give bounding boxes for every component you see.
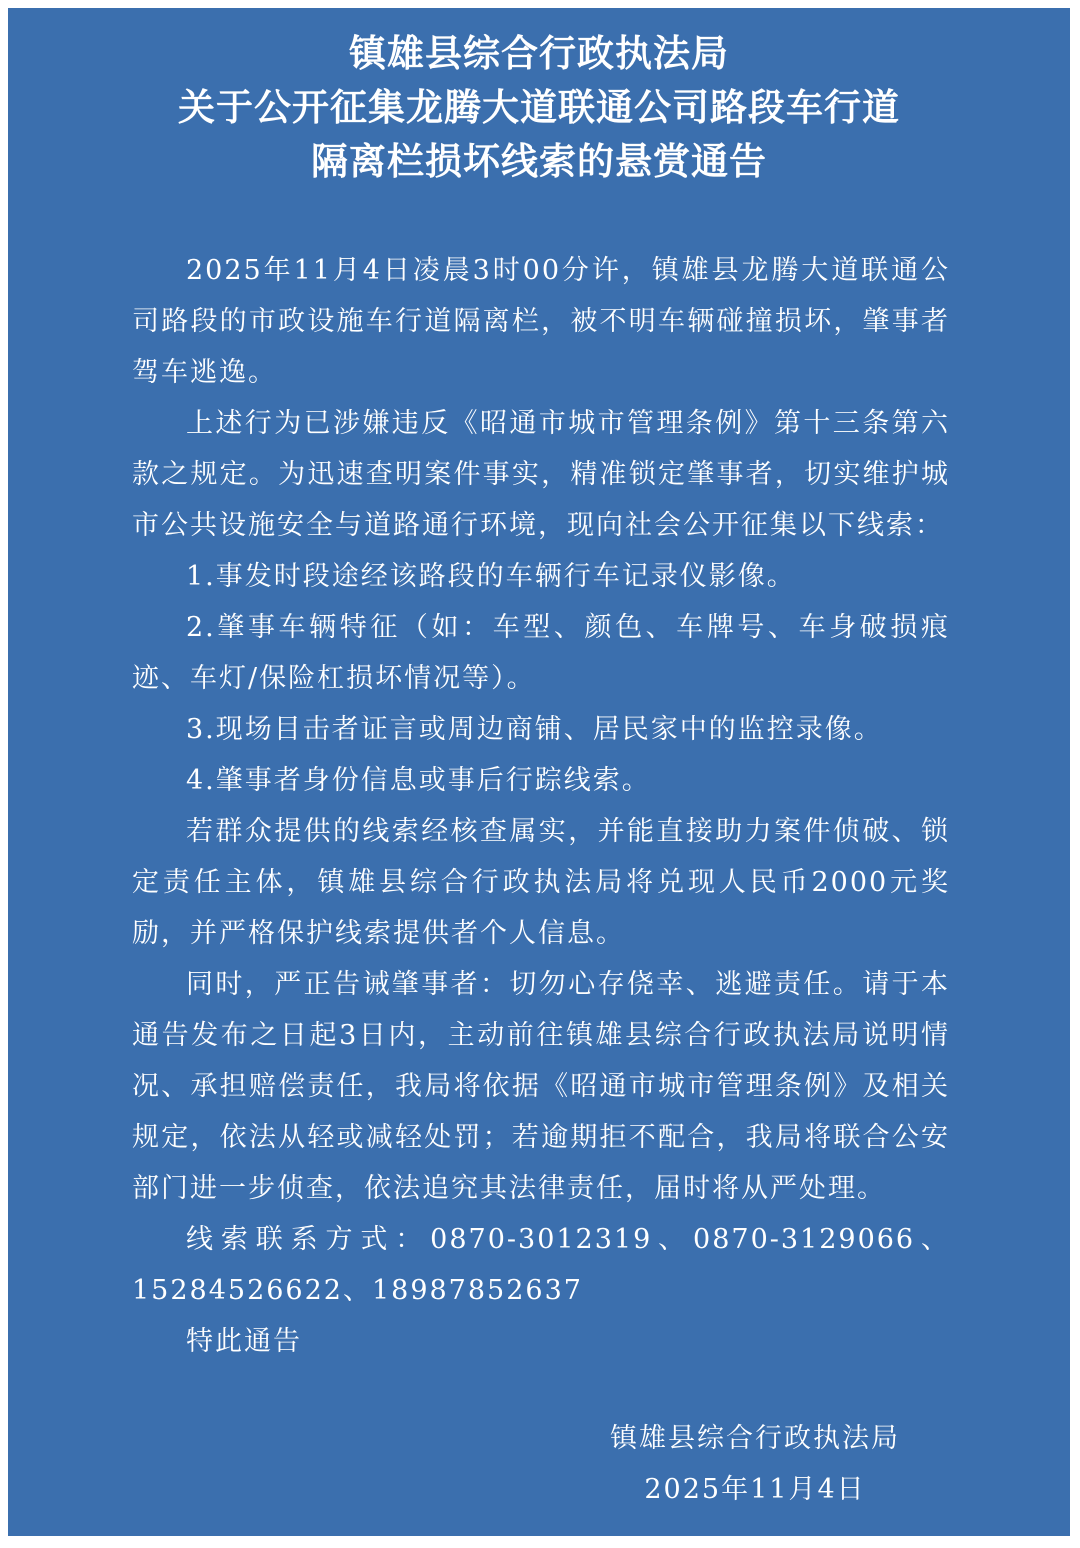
paragraph-violation: 上述行为已涉嫌违反《昭通市城市管理条例》第十三条第六款之规定。为迅速查明案件事实，精准锁定肇事者，切实维护城市公共设施安全与道路通行环境，现向社会公开征集以下线索： — [132, 408, 950, 541]
paragraph-incident: 2025年11月4日凌晨3时00分许，镇雄县龙腾大道联通公司路段的市政设施车行道隔离栏，被不明车辆碰撞损坏，肇事者驾车逃逸。 — [132, 255, 950, 388]
title-line-2: 关于公开征集龙腾大道联通公司路段车行道 — [178, 85, 900, 129]
paragraph-warning: 同时，严正告诫肇事者：切勿心存侥幸、逃避责任。请于本通告发布之日起3日内，主动前往镇雄县综合行政执法局说明情况、承担赔偿责任，我局将依据《昭通市城市管理条例》及相关规定，依法从轻或减轻处罚；若逾期拒不配合，我局将联合公安部门进一步侦查，依法追究其法律责任，届时将从严处理。 — [132, 969, 950, 1204]
title-line-1: 镇雄县综合行政执法局 — [349, 31, 729, 75]
signature-org: 镇雄县综合行政执法局 — [610, 1423, 900, 1454]
clue-item-2: 2.肇事车辆特征（如：车型、颜色、车牌号、车身破损痕迹、车灯/保险杠损坏情况等）。 — [132, 612, 950, 694]
notice-panel — [8, 8, 1070, 1536]
clue-item-3: 3.现场目击者证言或周边商铺、居民家中的监控录像。 — [186, 714, 883, 745]
closing-text: 特此通告 — [186, 1326, 302, 1357]
paragraph-reward: 若群众提供的线索经核查属实，并能直接助力案件侦破、锁定责任主体，镇雄县综合行政执法局将兑现人民币2000元奖励，并严格保护线索提供者个人信息。 — [132, 816, 950, 949]
signature-block — [610, 1413, 900, 1515]
title-line-3: 隔离栏损坏线索的悬赏通告 — [311, 139, 767, 183]
notice-title — [8, 26, 1070, 188]
notice-body — [132, 245, 950, 1367]
contact-info: 线索联系方式：0870-3012319、0870-3129066、15284526622、18987852637 — [132, 1224, 950, 1306]
signature-date: 2025年11月4日 — [644, 1474, 866, 1505]
clue-item-4: 4.肇事者身份信息或事后行踪线索。 — [186, 765, 651, 796]
clue-item-1: 1.事发时段途经该路段的车辆行车记录仪影像。 — [186, 561, 796, 592]
